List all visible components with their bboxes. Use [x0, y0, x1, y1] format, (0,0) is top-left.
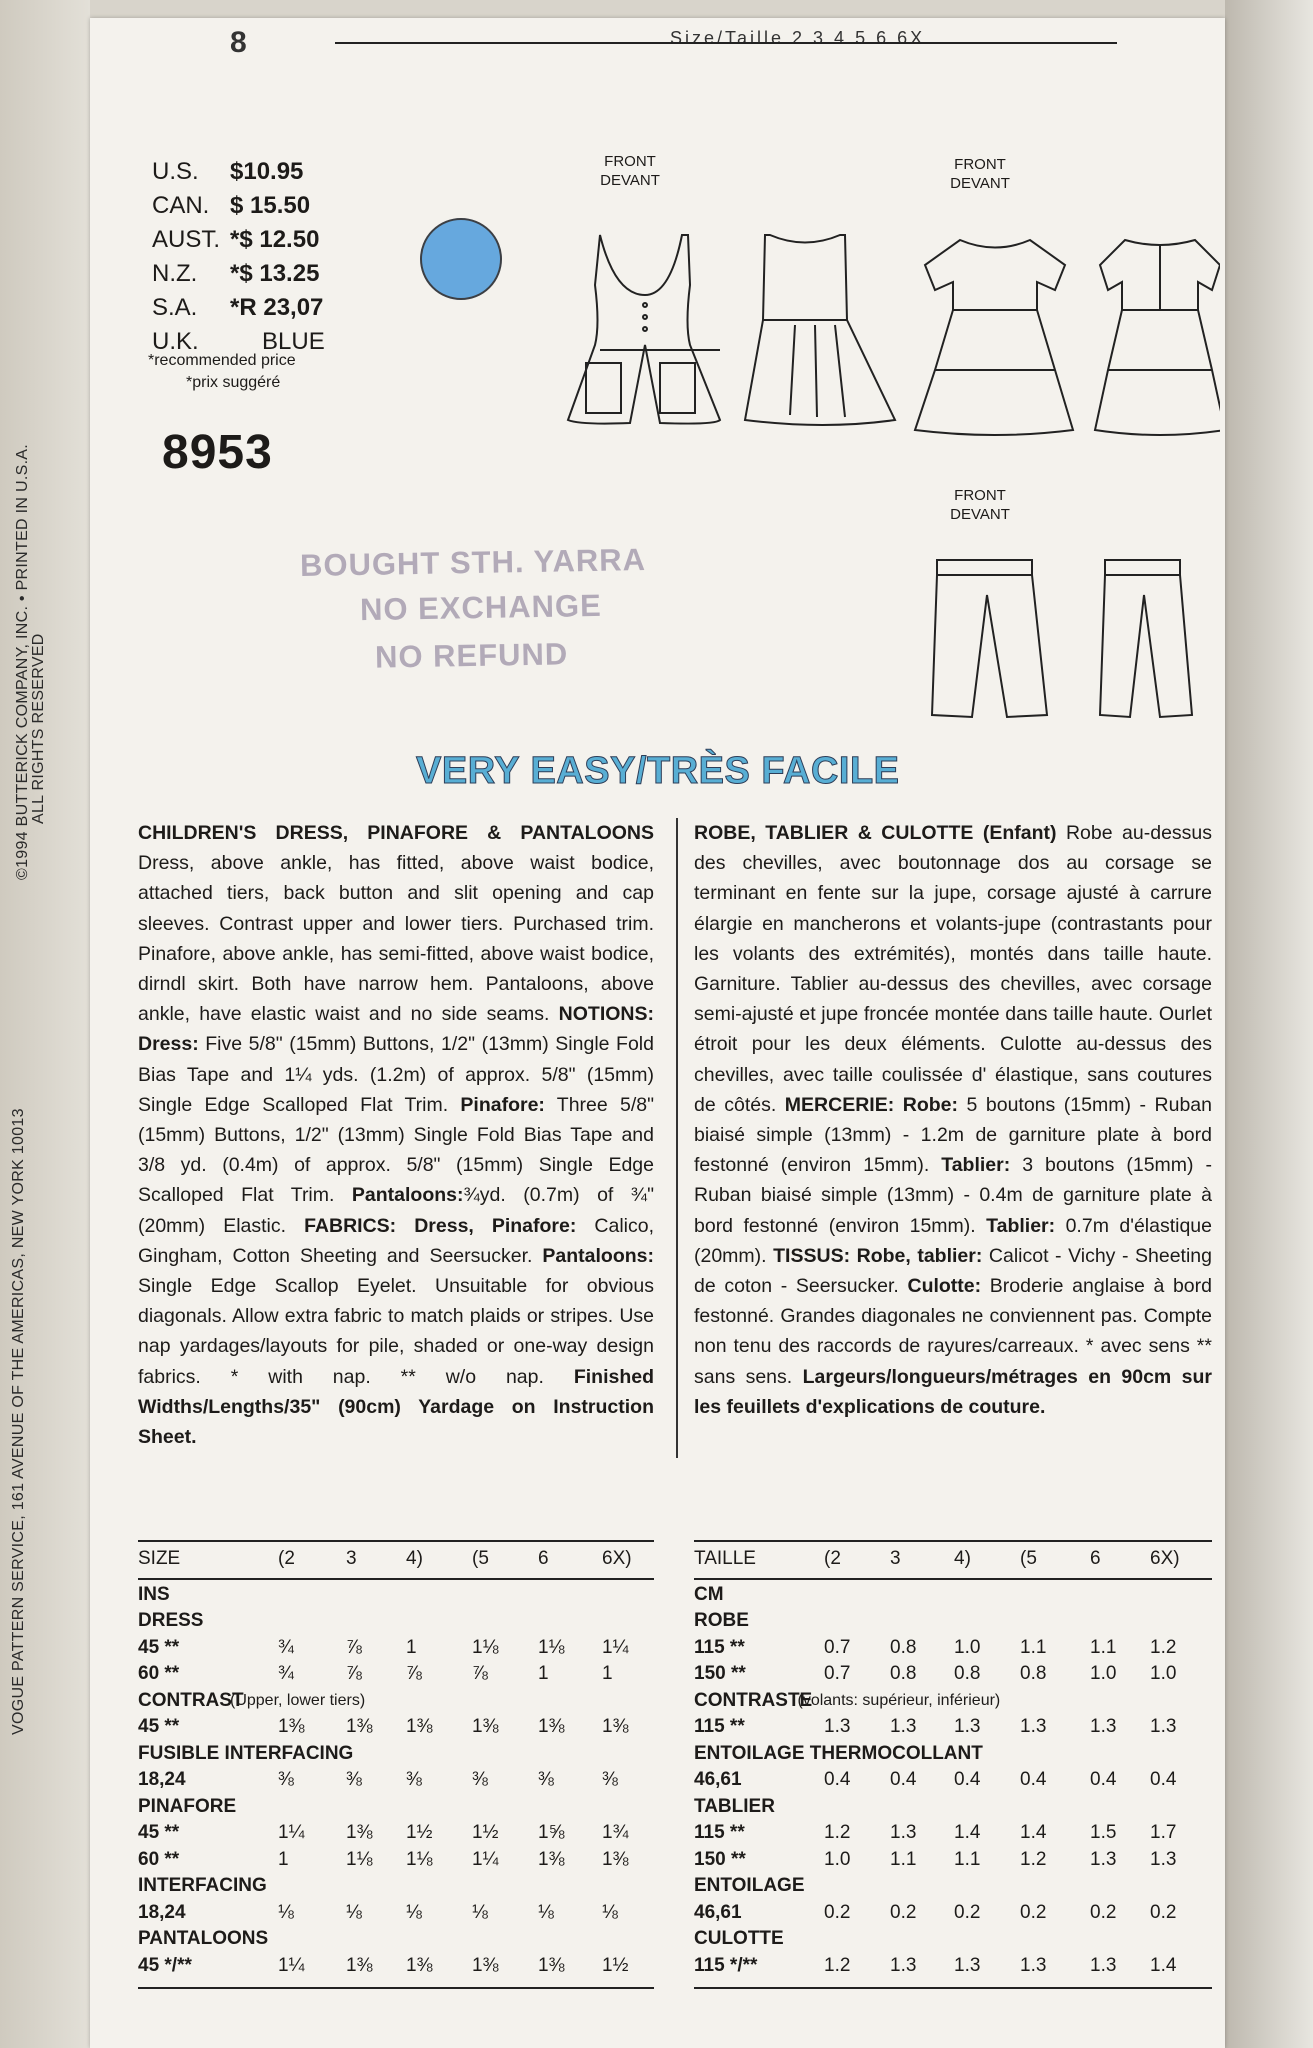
table-cell: 1.1 [954, 1848, 981, 1870]
price-label: CAN. [152, 192, 210, 219]
table-cell: 1.1 [1020, 1636, 1047, 1658]
price-row [152, 260, 319, 288]
french-description [694, 818, 1212, 1422]
table-cell: 1⅜ [538, 1716, 565, 1737]
table-cell: 1.4 [954, 1822, 981, 1843]
table-cell: ⅞ [346, 1663, 362, 1684]
size-header: 4) [954, 1548, 971, 1569]
size-header: 3 [890, 1548, 901, 1569]
table-cell: 1½ [472, 1822, 499, 1843]
price-row [152, 294, 323, 322]
yardage-table-fr [694, 1540, 1212, 2020]
row-label: 150 ** [694, 1663, 746, 1684]
stamp-line-2: NO EXCHANGE [359, 587, 603, 628]
fr-mercerie-tablier2: 0.7m d'élastique (20mm). [694, 1214, 1212, 1267]
price-note-en: *recommended price [148, 352, 296, 369]
price-row [152, 192, 310, 220]
table-row [138, 1663, 654, 1689]
table-row [694, 1796, 1212, 1822]
table-cell: ⅛ [472, 1901, 488, 1923]
table-header-row [138, 1548, 654, 1574]
table-cell: 1.3 [954, 1954, 981, 1976]
table-row [694, 1769, 1212, 1795]
table-cell: 1 [602, 1663, 613, 1684]
table-cell: ⅞ [472, 1663, 488, 1684]
table-row [694, 1716, 1212, 1742]
table-cell: ⅜ [346, 1769, 362, 1790]
table-row [138, 1875, 654, 1901]
unit-row [694, 1584, 1212, 1610]
fr-mercerie-robe: 5 boutons (15mm) - Ruban biaisé simple (13mm) - 1.2m de garniture plate à bord festonné (environ 15mm). [694, 1093, 1212, 1177]
table-cell: 1.3 [1090, 1716, 1117, 1737]
table-cell: ⅛ [278, 1901, 294, 1923]
table-row [694, 1690, 1212, 1716]
en-notions-pantaloons: ¾yd. (0.7m) of ¾" (20mm) Elastic. [138, 1184, 654, 1237]
table-cell: 0.4 [954, 1769, 981, 1790]
table-row [138, 1822, 654, 1848]
background-edge [1225, 0, 1313, 2048]
price-value: $10.95 [230, 158, 304, 185]
table-cell: ⅛ [346, 1901, 362, 1923]
table-row [694, 1928, 1212, 1954]
row-label: 45 ** [138, 1716, 180, 1737]
price-value: BLUE [262, 328, 325, 355]
table-cell: 1.3 [954, 1716, 981, 1737]
table-header-row [694, 1548, 1212, 1574]
en-dress-head: Dress: [138, 1033, 199, 1056]
row-note: (Upper, lower tiers) [230, 1691, 366, 1709]
table-cell: 1.0 [1090, 1663, 1117, 1684]
unit-label: CM [694, 1584, 724, 1605]
table-row [694, 1610, 1212, 1636]
price-label: N.Z. [152, 260, 198, 287]
row-label: ROBE [694, 1610, 749, 1631]
en-fabrics-dp: Calico, Gingham, Cotton Sheeting and Seersucker. [138, 1214, 655, 1267]
table-cell: ⅜ [472, 1769, 488, 1790]
table-cell: 1.7 [1150, 1822, 1177, 1843]
label-front-1: FRONT DEVANT [600, 153, 660, 189]
table-cell: 1.2 [824, 1822, 851, 1843]
table-cell: 0.4 [890, 1769, 917, 1790]
table-cell: 1.3 [1090, 1848, 1117, 1870]
table-cell: 1⅜ [602, 1716, 629, 1737]
table-cell: 1.0 [824, 1848, 851, 1870]
pantaloons-front-sketch [932, 560, 1047, 717]
table-cell: ⅜ [278, 1769, 294, 1790]
price-value: *$ 13.25 [230, 260, 320, 287]
top-clipped-text [230, 26, 926, 60]
table-cell: 1.0 [1150, 1663, 1177, 1684]
row-label: 46,61 [694, 1769, 742, 1790]
size-header: 6 [1090, 1548, 1101, 1569]
size-header: (5 [1020, 1548, 1037, 1569]
table-cell: 1 [278, 1848, 289, 1870]
table-row [694, 1875, 1212, 1901]
table-row [694, 1849, 1212, 1875]
table-cell: 1¼ [278, 1822, 305, 1843]
table-cell: 1.3 [824, 1716, 851, 1737]
row-label: CULOTTE [694, 1928, 784, 1949]
dress-back-sketch [1095, 240, 1220, 435]
top-size-line: Size/Taille 2 3 4 5 6 6X [670, 28, 926, 48]
row-label: 60 ** [138, 1848, 180, 1870]
table-row [694, 1822, 1212, 1848]
price-value: *$ 12.50 [230, 226, 320, 253]
size-header: 4) [406, 1548, 423, 1569]
en-pinafore-head: Pinafore: [460, 1093, 545, 1116]
pattern-number: 8953 [162, 426, 273, 479]
size-header: (2 [824, 1548, 841, 1569]
price-value: $ 15.50 [230, 192, 311, 219]
en-finished: Finished Widths/Lengths/35" (90cm) Yardage on Instruction Sheet. [138, 1365, 654, 1449]
table-cell: 1.5 [1090, 1822, 1117, 1843]
row-label: 115 ** [694, 1716, 745, 1737]
fr-mercerie-head: MERCERIE: [784, 1093, 895, 1116]
table-row [694, 1955, 1212, 1981]
row-label: ENTOILAGE [694, 1875, 805, 1896]
table-cell: ¾ [278, 1663, 294, 1684]
spine-rights: ALL RIGHTS RESERVED [30, 633, 47, 824]
row-label: 150 ** [694, 1848, 746, 1870]
pinafore-back-sketch [745, 235, 895, 425]
table-cell: 1.4 [1150, 1954, 1177, 1976]
row-label: PANTALOONS [138, 1928, 269, 1949]
row-label: 45 ** [138, 1636, 180, 1658]
table-cell: 1.0 [954, 1636, 981, 1658]
table-cell: 1⅜ [346, 1822, 373, 1843]
en-fabrics-pant: Single Edge Scallop Eyelet. Unsuitable for obvious diagonals. Allow extra fabric to match plaids or stripes. Use nap yardages/layouts for pile, shaded or one-way design fabrics. * with nap. ** w/o nap. [138, 1275, 654, 1388]
table-cell: 1⅛ [406, 1848, 433, 1870]
table-rule [138, 1540, 654, 1542]
en-notions-head: NOTIONS: [558, 1003, 655, 1026]
row-label: 46,61 [694, 1901, 742, 1923]
table-cell: 1.3 [1150, 1716, 1177, 1737]
table-cell: 1 [406, 1636, 417, 1658]
table-cell: 1¼ [602, 1636, 629, 1658]
table-row [694, 1663, 1212, 1689]
unit-label: INS [138, 1584, 170, 1605]
price-label: U.S. [152, 158, 199, 185]
table-cell: 0.2 [824, 1901, 851, 1923]
stamp-line-3: NO REFUND [374, 636, 569, 675]
table-cell: 1⅝ [538, 1822, 565, 1843]
table-row [138, 1610, 654, 1636]
fr-mercerie-tablier: 3 boutons (15mm) - Ruban biaisé simple (13mm) - 0.4m de garniture plate à bord festonné (environ 15mm). [694, 1154, 1212, 1237]
table-cell: 1¾ [602, 1822, 629, 1843]
fr-tissus-rt: Calicot - Vichy - Sheeting de coton - Seersucker. [694, 1244, 1212, 1298]
price-note-fr: *prix suggéré [186, 374, 281, 391]
table-cell: 1.4 [1020, 1822, 1047, 1843]
table-row [694, 1743, 1212, 1769]
table-cell: 1⅜ [406, 1716, 433, 1737]
table-cell: 0.4 [824, 1769, 851, 1790]
table-cell: ⅜ [538, 1769, 554, 1790]
table-cell: 0.2 [1150, 1901, 1177, 1923]
table-cell: 0.8 [890, 1636, 917, 1658]
price-label: U.K. [152, 328, 199, 355]
size-header: 6 [538, 1548, 549, 1569]
size-label: TAILLE [694, 1548, 756, 1569]
fr-robe-head: Robe: [902, 1093, 958, 1116]
table-cell: 0.2 [890, 1901, 917, 1923]
table-row [138, 1716, 654, 1742]
table-cell: ⅛ [406, 1901, 422, 1923]
row-label: 115 ** [694, 1636, 745, 1658]
row-label: ENTOILAGE THERMOCOLLANT [694, 1742, 983, 1764]
column-divider [676, 818, 678, 1458]
table-cell: 0.4 [1020, 1769, 1047, 1790]
table-cell: 1⅜ [346, 1716, 373, 1737]
table-row [138, 1928, 654, 1954]
table-cell: 1⅛ [538, 1636, 565, 1658]
row-label: CONTRAST [138, 1689, 244, 1711]
table-cell: 0.8 [1020, 1663, 1047, 1684]
en-title: CHILDREN'S DRESS, PINAFORE & PANTALOONS [138, 822, 654, 844]
table-cell: 1.3 [1020, 1716, 1047, 1737]
row-label: 18,24 [138, 1769, 186, 1790]
table-cell: 0.4 [1090, 1769, 1117, 1790]
table-cell: 0.2 [1020, 1901, 1047, 1923]
fr-tablier-head: Tablier: [941, 1154, 1011, 1177]
table-cell: 1.2 [1150, 1636, 1177, 1658]
table-row [138, 1955, 654, 1981]
yardage-table-en [138, 1540, 654, 2020]
en-description: Dress, above ankle, has fitted, above waist bodice, attached tiers, back button and slit opening and cap sleeves. Contrast upper and lower tiers. Purchased trim. Pinafore, above ankle, has semi-fitted, above waist bodice, dirndl skirt. Both have narrow hem. Pantaloons, above ankle, have elastic waist and no side seams. [138, 852, 654, 1026]
size-label: SIZE [138, 1548, 181, 1569]
table-cell: 1¼ [278, 1954, 305, 1976]
english-description [138, 818, 654, 1452]
table-cell: ⅞ [346, 1636, 362, 1658]
en-fabrics-dp-head: Dress, Pinafore: [414, 1214, 577, 1237]
table-cell: 0.7 [824, 1663, 851, 1684]
table-cell: 1.2 [824, 1954, 851, 1976]
table-row [138, 1796, 654, 1822]
en-notions-pinafore: Three 5/8" (15mm) Buttons, 1/2" (13mm) Single Fold Bias Tape and 3/8 yd. (0.4m) of approx. 5/8" (15mm) Single Edge Scalloped Flat Trim. [138, 1093, 655, 1207]
table-cell: 1⅛ [346, 1848, 373, 1870]
table-cell: 1.3 [890, 1954, 917, 1976]
label-front-3: FRONT DEVANT [950, 487, 1010, 523]
table-cell: 0.2 [1090, 1901, 1117, 1923]
table-cell: 1.3 [890, 1822, 917, 1843]
pantaloons-back-sketch [1100, 560, 1192, 717]
table-cell: ⅛ [602, 1901, 618, 1923]
price-row [152, 226, 319, 254]
table-row [138, 1849, 654, 1875]
table-cell: ¾ [278, 1636, 294, 1658]
table-cell: 1½ [406, 1822, 433, 1843]
spine-address: VOGUE PATTERN SERVICE, 161 AVENUE OF THE AMERICAS, NEW YORK 10013 [10, 1108, 27, 1735]
table-cell: 1⅜ [538, 1848, 565, 1870]
table-cell: 1.3 [1090, 1954, 1117, 1976]
difficulty-heading: VERY EASY/TRÈS FACILE [416, 750, 900, 792]
row-label: TABLIER [694, 1795, 775, 1817]
row-label: CONTRASTE [694, 1689, 813, 1711]
table-cell: 1.3 [890, 1716, 917, 1737]
table-cell: 1⅜ [406, 1954, 433, 1976]
table-rule [694, 1540, 1212, 1542]
table-cell: 1.1 [890, 1848, 917, 1870]
fr-tissus-culotte: Broderie anglaise à bord festonné. Grandes diagonales ne conviennent pas. Compte non tenu des raccords de rayures/carreaux. * avec sens ** sans sens. [694, 1275, 1212, 1388]
table-row [694, 1637, 1212, 1663]
table-cell: 1⅜ [538, 1954, 565, 1976]
row-label: 60 ** [138, 1663, 180, 1684]
table-cell: 1½ [602, 1954, 629, 1976]
table-cell: 0.8 [890, 1663, 917, 1684]
table-row [138, 1743, 654, 1769]
en-pantaloons-head: Pantaloons: [351, 1184, 464, 1207]
table-cell: 1.3 [1150, 1848, 1177, 1870]
row-label: 115 ** [694, 1822, 745, 1843]
copyright-text: ©1994 BUTTERICK COMPANY, INC. • PRINTED IN U.S.A. [14, 443, 31, 880]
row-label: 45 */** [138, 1954, 192, 1976]
row-label: PINAFORE [138, 1795, 237, 1817]
size-header: (5 [472, 1548, 489, 1569]
table-cell: 1⅜ [278, 1716, 305, 1737]
row-label: FUSIBLE INTERFACING [138, 1742, 354, 1764]
size-header: 3 [346, 1548, 357, 1569]
garment-sketches [560, 225, 1220, 725]
table-rule [694, 1578, 1212, 1580]
size-header: (2 [278, 1548, 295, 1569]
en-fabrics-head: FABRICS: [304, 1214, 397, 1237]
table-cell: ⅞ [406, 1663, 422, 1684]
fr-description: Robe au-dessus des chevilles, avec boutonnage dos au corsage se terminant en fente sur la jupe, corsage ajusté à carrure élargie en mancherons et volants-jupe (contrastants pour les volants des extrémités), montés dans taille haute. Garniture. Tablier au-dessus des chevilles, avec corsage semi-ajusté et jupe froncée montée dans taille haute. Ourlet étroit pour les deux éléments. Culotte au-dessus des chevilles, avec taille coulissée d' élastique, sans coutures de côtés. [694, 822, 1213, 1116]
fr-culotte-head: Culotte: [907, 1275, 982, 1298]
size-header: 6X) [1150, 1548, 1180, 1569]
table-cell: 1⅜ [472, 1716, 499, 1737]
table-cell: 1.3 [1020, 1954, 1047, 1976]
row-label: 18,24 [138, 1901, 186, 1923]
table-cell: 1⅛ [472, 1636, 499, 1658]
table-row [138, 1902, 654, 1928]
table-row [138, 1690, 654, 1716]
en-fabrics-pant-head: Pantaloons: [542, 1244, 654, 1267]
table-cell: 0.2 [954, 1901, 981, 1923]
color-dot [420, 218, 502, 300]
table-cell: ⅜ [602, 1769, 618, 1790]
row-label: INTERFACING [138, 1875, 267, 1896]
table-row [138, 1637, 654, 1663]
table-cell: ⅛ [538, 1901, 554, 1923]
size-header: 6X) [602, 1548, 632, 1569]
table-rule [138, 1987, 654, 1989]
table-cell: 1.2 [1020, 1848, 1047, 1870]
fr-tablier2-head: Tablier: [986, 1214, 1056, 1237]
table-cell: 0.8 [954, 1663, 981, 1684]
table-row [694, 1902, 1212, 1928]
table-cell: ⅜ [406, 1769, 422, 1790]
top-rule [335, 42, 1117, 44]
table-cell: 0.4 [1150, 1769, 1177, 1790]
table-rule [138, 1578, 654, 1580]
fr-finished: Largeurs/longueurs/métrages en 90cm sur les feuillets d'explications de couture. [694, 1365, 1213, 1418]
row-label: DRESS [138, 1610, 204, 1631]
pinafore-front-sketch [568, 235, 720, 424]
price-label: S.A. [152, 294, 198, 321]
envelope-flap [0, 0, 90, 2048]
en-notions-dress: Five 5/8" (15mm) Buttons, 1/2" (13mm) Single Fold Bias Tape and 1¼ yds. (1.2m) of approx. 5/8" (15mm) Single Edge Scalloped Flat Trim. [138, 1033, 654, 1116]
table-cell: 1⅜ [346, 1954, 373, 1976]
label-front-2: FRONT DEVANT [950, 156, 1010, 192]
row-note: (volants: supérieur, inférieur) [797, 1691, 1001, 1709]
top-partial: 8 [230, 26, 249, 59]
table-cell: 0.7 [824, 1636, 851, 1658]
row-label: 45 ** [138, 1822, 180, 1843]
dress-front-sketch [915, 240, 1073, 435]
unit-row [138, 1584, 654, 1610]
table-cell: 1¼ [472, 1848, 499, 1870]
table-row [138, 1769, 654, 1795]
stamp-line-1: BOUGHT STH. YARRA [299, 541, 647, 584]
table-cell: 1⅜ [472, 1954, 499, 1976]
table-cell: 1 [538, 1663, 549, 1684]
fr-title: ROBE, TABLIER & CULOTTE (Enfant) [694, 822, 1057, 844]
table-cell: 1.1 [1090, 1636, 1117, 1658]
price-label: AUST. [152, 226, 221, 253]
fr-tissus-head: TISSUS: [773, 1244, 851, 1267]
fr-tissus-rt-head: Robe, tablier: [856, 1244, 983, 1267]
price-row [152, 158, 303, 186]
price-value: *R 23,07 [230, 294, 324, 321]
table-rule [694, 1987, 1212, 1989]
table-cell: 1⅜ [602, 1848, 629, 1870]
row-label: 115 */** [694, 1954, 758, 1976]
